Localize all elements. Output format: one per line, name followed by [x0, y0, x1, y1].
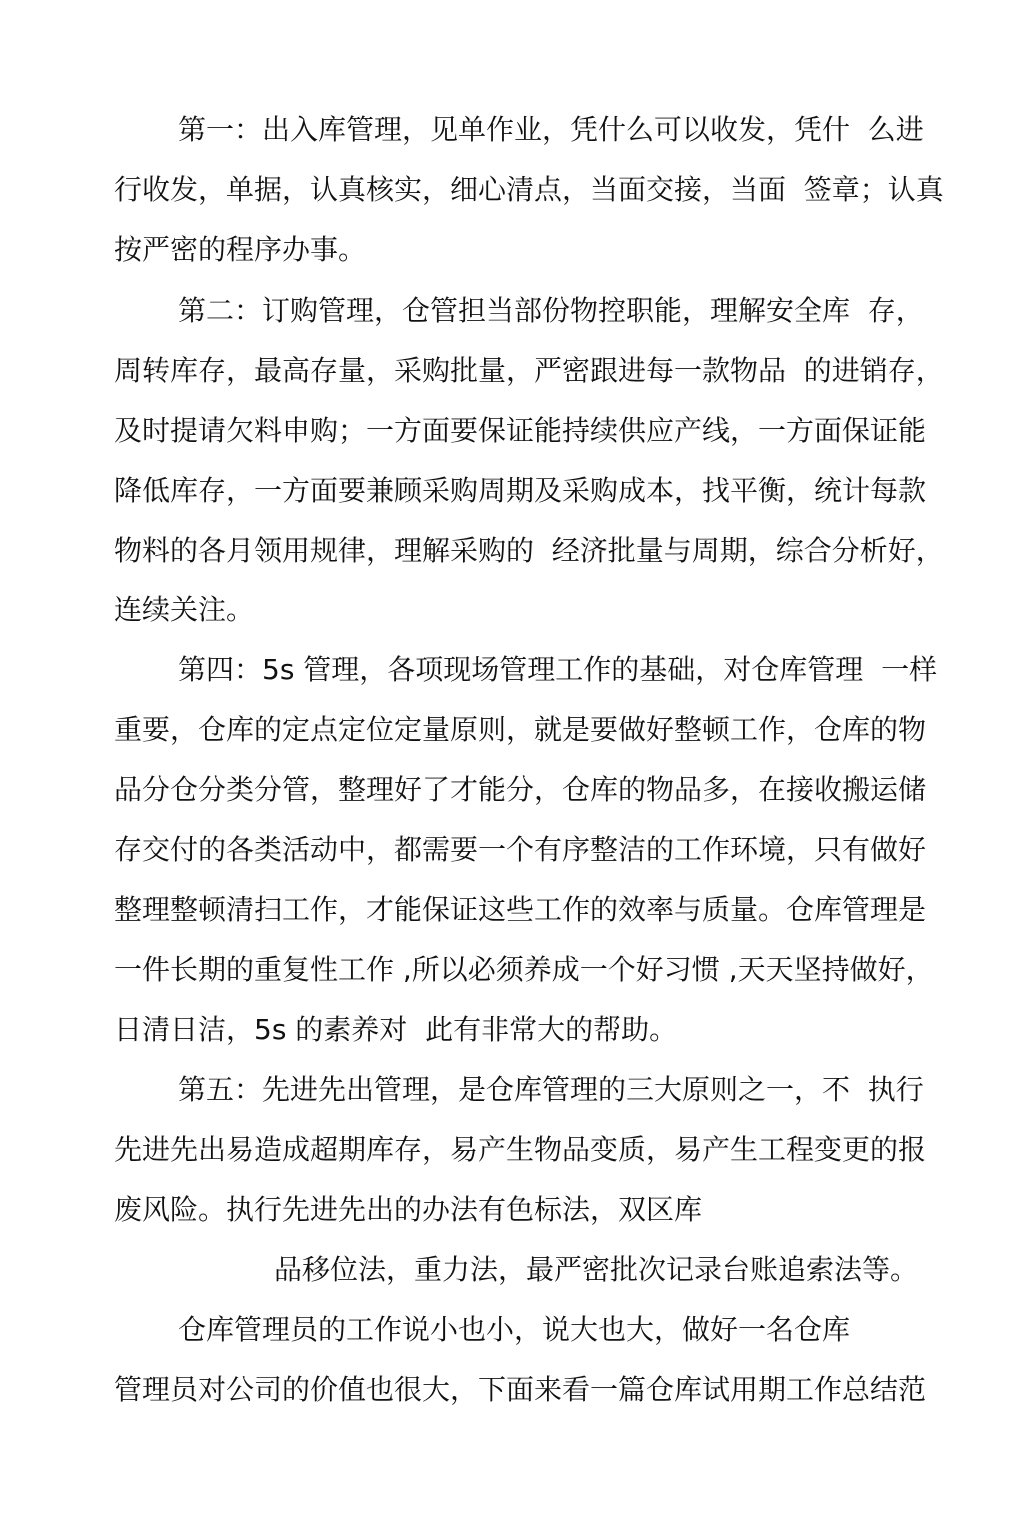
text-line: 第二：订购管理，仓管担当部份物控职能，理解安全库 存， — [178, 294, 924, 327]
text-line: 日清日洁，5s 的素养对 此有非常大的帮助。 — [114, 1013, 678, 1046]
text-line: 物料的各月领用规律，理解采购的 经济批量与周期，综合分析好， — [114, 534, 944, 567]
text-line: 重要，仓库的定点定位定量原则，就是要做好整顿工作，仓库的物 — [114, 713, 927, 746]
text-line: 废风险。执行先进先出的办法有色标法，双区库 — [114, 1193, 703, 1226]
text-line: 第五：先进先出管理，是仓库管理的三大原则之一，不 执行 — [178, 1073, 924, 1106]
text-line: 一件长期的重复性工作 ,所以必须养成一个好习惯 ,天天坚持做好， — [114, 953, 934, 986]
text-line: 周转库存，最高存量，采购批量，严密跟进每一款物品 的进销存， — [114, 354, 944, 387]
text-line: 管理员对公司的价值也很大，下面来看一篇仓库试用期工作总结范 — [114, 1373, 927, 1406]
text-line: 连续关注。 — [114, 593, 255, 626]
text-line: 行收发，单据，认真核实，细心清点，当面交接，当面 签章；认真 — [114, 173, 944, 206]
text-line: 存交付的各类活动中，都需要一个有序整洁的工作环境，只有做好 — [114, 833, 927, 866]
text-line: 仓库管理员的工作说小也小，说大也大，做好一名仓库 — [178, 1313, 851, 1346]
text-line: 按严密的程序办事。 — [114, 233, 367, 266]
text-line: 及时提请欠料申购；一方面要保证能持续供应产线，一方面保证能 — [114, 414, 927, 447]
text-line: 品分仓分类分管，整理好了才能分，仓库的物品多，在接收搬运储 — [114, 773, 927, 806]
text-line: 降低库存，一方面要兼顾采购周期及采购成本，找平衡，统计每款 — [114, 474, 927, 507]
text-line: 第一：出入库管理，见单作业，凭什么可以收发，凭什 么进 — [178, 113, 924, 146]
text-line: 第四：5s 管理，各项现场管理工作的基础，对仓库管理 一样 — [178, 653, 938, 686]
text-line: 先进先出易造成超期库存，易产生物品变质，易产生工程变更的报 — [114, 1133, 927, 1166]
text-line: 整理整顿清扫工作，才能保证这些工作的效率与质量。仓库管理是 — [114, 893, 927, 926]
text-line: 品移位法，重力法，最严密批次记录台账追索法等。 — [274, 1253, 919, 1286]
